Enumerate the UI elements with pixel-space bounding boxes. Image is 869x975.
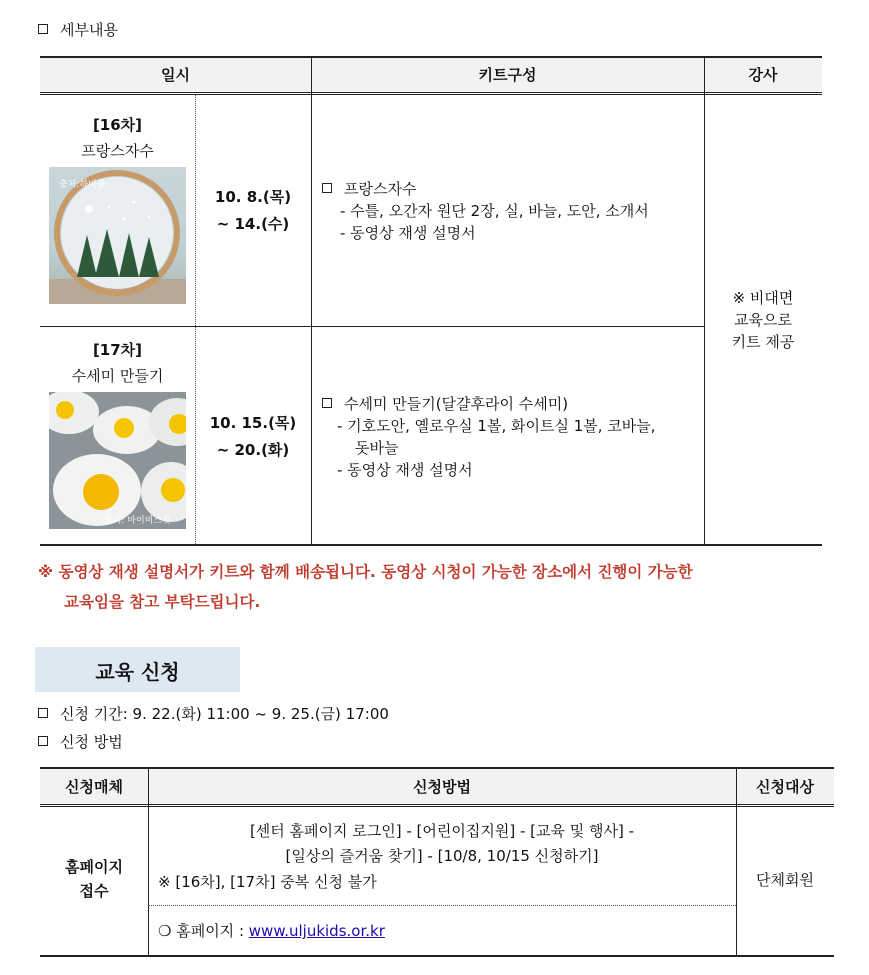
photo-caption: 출처:하비풀 [59,180,106,190]
homepage-row [158,920,385,941]
header-date: 일시 [161,66,190,84]
table2-dotted-divider [148,905,736,906]
kit-item: - 동영상 재생 설명서 [340,224,476,242]
round-label: [17차] [92,341,143,359]
instructor-line: ※ 비대면 [732,289,794,307]
method-line: [일상의 즐거움 찾기] - [10/8, 10/15 신청하기] [285,847,599,865]
method-note: ※ [16차], [17차] 중복 신청 불가 [158,873,377,891]
checkbox-bullet-icon [322,398,332,408]
kit-item: - 동영상 재생 설명서 [337,461,473,479]
header-kit: 키트구성 [478,66,537,84]
apply-method-label [38,731,123,752]
kit-item: - 수틀, 오간자 원단 2장, 실, 바늘, 도안, 소개서 [340,202,649,220]
header-method: 신청방법 [413,778,471,796]
apply-period-text: 신청 기간: 9. 22.(화) 11:00 ~ 9. 25.(금) 17:00 [60,705,389,723]
header-medium: 신청매체 [65,778,123,796]
medium-line: 접수 [79,882,109,900]
instructor-line: 키트 제공 [731,333,795,351]
homepage-link[interactable]: www.uljukids.or.kr [248,922,385,940]
instructor-line: 교육으로 [734,311,792,329]
date-line: 10. 8.(목) [214,188,292,206]
medium-line: 홈페이지 [65,858,123,876]
section-label: 세부내용 [60,21,118,39]
round-label: [16차] [92,116,143,134]
kit-title-text: 프랑스자수 [344,180,417,198]
kit-title [322,178,416,199]
notice-line: ※ 동영상 재생 설명서가 키트와 함께 배송됩니다. 동영상 시청이 가능한 장소에서 진행이 가능한 [38,563,693,581]
checkbox-bullet-icon [38,736,48,746]
section-details-heading [38,19,118,40]
apply-method-text: 신청 방법 [60,733,123,751]
table1-dotted-divider [195,94,196,544]
apply-period [38,703,389,724]
checkbox-bullet-icon [38,24,48,34]
table2-header-border [40,804,834,807]
program-name: 프랑스자수 [81,142,154,160]
kit-title-text: 수세미 만들기(달걀후라이 수세미) [344,395,569,413]
date-line: ~ 20.(화) [216,441,290,459]
program-name: 수세미 만들기 [71,367,164,385]
table1-row-divider [40,326,704,327]
checkbox-bullet-icon [322,183,332,193]
apply-banner-title: 교육 신청 [95,660,180,684]
photo-caption: 출처: 마이비스킷 [104,516,171,526]
notice-line: 교육임을 참고 부탁드립니다. [64,593,261,611]
table1-col-divider [311,57,312,545]
header-instructor: 강사 [748,66,778,84]
kit-item: - 기호도안, 옐로우실 1볼, 화이트실 1볼, 코바늘, [337,417,656,435]
table2-top-border [40,767,834,769]
method-line: [센터 홈페이지 로그인] - [어린이집지원] - [교육 및 행사] - [249,822,635,840]
checkbox-bullet-icon [38,708,48,718]
date-line: ~ 14.(수) [216,215,290,233]
target-value: 단체회원 [756,871,814,889]
kit-item: 돗바늘 [355,439,399,457]
homepage-label: ❍ 홈페이지 : [158,922,244,940]
kit-title [322,393,568,414]
header-target: 신청대상 [756,778,814,796]
scrubber-photo [49,392,186,529]
table2-bottom-border [40,955,834,957]
date-line: 10. 15.(목) [209,414,297,432]
embroidery-photo [49,167,186,304]
